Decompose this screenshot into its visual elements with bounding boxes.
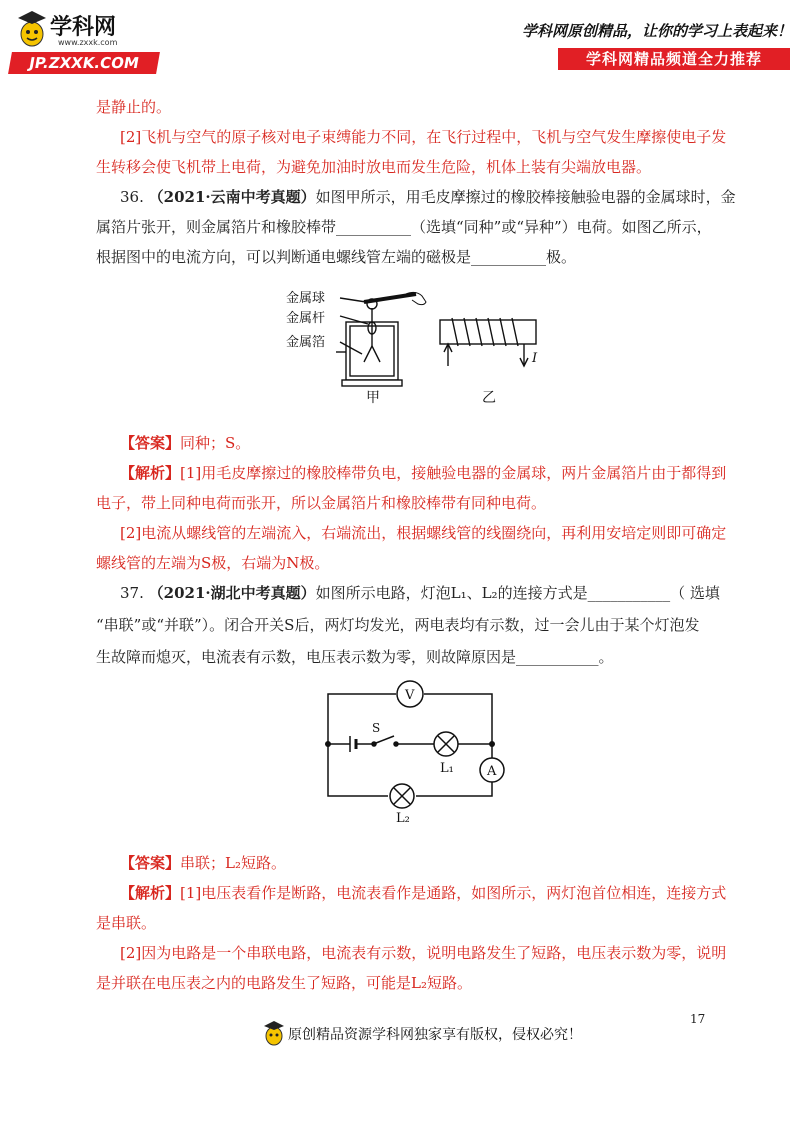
answer-continuation: 是静止的。	[96, 98, 172, 116]
answer-tag: 【答案】	[120, 434, 181, 452]
ammeter-label: A	[487, 764, 497, 779]
question-source: （2021·云南中考真题）	[148, 188, 316, 206]
label-jia: 甲	[366, 390, 380, 406]
question-text: 如图所示电路，灯泡L₁、L₂的连接方式是___________（ 选填	[315, 584, 720, 602]
answer-text: 串联；L₂短路。	[180, 854, 286, 872]
recommend-banner: 学科网精品频道全力推荐	[558, 48, 790, 70]
analysis-37-line: 是并联在电压表之内的电路发生了短路，可能是L₂短路。	[96, 974, 472, 992]
analysis-36-line	[120, 462, 732, 484]
site-url-banner[interactable]: JP.ZXXK.COM	[8, 52, 160, 74]
question-37-line: 生故障而熄灭，电流表有示数，电压表示数为零，则故障原因是___________。	[96, 648, 614, 666]
question-text: 如图甲所示，用毛皮摩擦过的橡胶棒接触验电器的金属球时，金	[315, 188, 736, 206]
mascot-icon	[262, 1020, 286, 1046]
question-number: 37.	[120, 584, 144, 602]
answer-37	[120, 852, 732, 874]
analysis-text: [1]电压表看作是断路，电流表看作是通路，如图所示，两灯泡首位相连，连接方式	[180, 884, 727, 902]
logo-small-text: www.zxxk.com	[58, 38, 118, 47]
lamp-l1	[434, 732, 458, 756]
analysis-37-line	[120, 882, 732, 904]
logo	[14, 8, 134, 52]
slogan: 学科网原创精品，让你的学习上表起来！	[521, 22, 792, 40]
question-source: （2021·湖北中考真题）	[148, 584, 316, 602]
figure-37-circuit	[316, 676, 516, 826]
analysis-37-line: 是串联。	[96, 914, 157, 932]
label-metal-rod: 金属杆	[286, 311, 326, 326]
figure-36	[278, 284, 558, 412]
analysis-36-line: 螺线管的左端为S极，右端为N极。	[96, 554, 330, 572]
copyright-notice: 原创精品资源学科网独家享有版权，侵权必究！	[288, 1027, 582, 1043]
answer-36	[120, 432, 732, 454]
lamp2-label: L₂	[396, 811, 410, 826]
answer-text: 同种；S。	[180, 434, 251, 452]
analysis-text: [1]用毛皮摩擦过的橡胶棒带负电，接触验电器的金属球，两片金属箔片由于都得到	[180, 464, 727, 482]
answer-tag: 【答案】	[120, 854, 181, 872]
question-number: 36.	[120, 188, 144, 206]
question-37-line: “串联”或“并联”）。闭合开关S后，两灯均发光，两电表均有示数，过一会儿由于某个灯泡发	[96, 616, 700, 634]
page-number: 17	[690, 1012, 706, 1026]
analysis-line: [2]飞机与空气的原子核对电子束缚能力不同，在飞行过程中，飞机与空气发生摩擦使电子发	[120, 128, 727, 146]
analysis-tag: 【解析】	[120, 464, 181, 482]
lamp1-label: L₁	[440, 761, 454, 776]
analysis-36-line: [2]电流从螺线管的左端流入，右端流出，根据螺线管的线圈绕向，再利用安培定则即可确定	[120, 524, 727, 542]
ammeter	[480, 758, 504, 782]
voltmeter-label: V	[405, 688, 415, 703]
lamp-l2	[390, 784, 414, 808]
electroscope-figure	[336, 292, 426, 386]
logo-text: 学科网	[50, 15, 117, 40]
analysis-tag: 【解析】	[120, 884, 181, 902]
question-36-line: 根据图中的电流方向，可以判断通电螺线管左端的磁极是__________极。	[96, 248, 577, 266]
analysis-37-line: [2]因为电路是一个串联电路，电流表有示数，说明电路发生了短路，电压表示数为零，说明	[120, 944, 727, 962]
voltmeter	[397, 681, 423, 707]
label-metal-ball: 金属球	[286, 291, 326, 306]
analysis-line: 生转移会使飞机带上电荷，为避免加油时放电而发生危险，机体上装有尖端放电器。	[96, 158, 652, 176]
current-label: I	[532, 351, 538, 366]
switch-label: S	[372, 721, 381, 735]
solenoid-figure	[440, 318, 536, 366]
mascot-icon	[14, 8, 50, 48]
label-metal-foil: 金属箔	[286, 335, 326, 350]
label-yi: 乙	[482, 390, 496, 406]
question-37-line	[120, 582, 732, 604]
analysis-36-line: 电子，带上同种电荷而张开，所以金属箔片和橡胶棒带有同种电荷。	[96, 494, 547, 512]
question-36-line: 属箔片张开，则金属箔片和橡胶棒带__________（选填“同种”或“异种”）电荷。如图乙所示，	[96, 218, 712, 236]
question-36-line	[120, 186, 736, 208]
